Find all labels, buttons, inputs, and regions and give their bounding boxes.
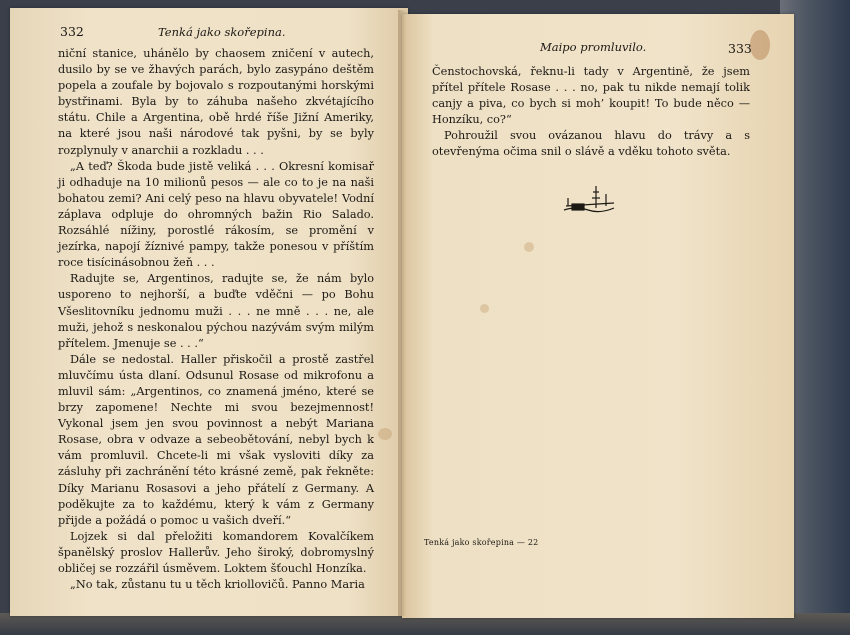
right-running-header: Maipo promluvilo. (540, 40, 647, 54)
paragraph: Radujte se, Argentinos, radujte se, že nám bylo usporeno to nejhorší, a buďte vděčni — po Bohu Všeslitovníku jednomu muži . . . ne mně . . . ne, ale muži, jehož s neskonalou pýchou nazývám svým milým přítelem. Jmenuje se . . .“ (58, 272, 374, 350)
left-running-header: Tenká jako skořepina. (158, 25, 286, 39)
paragraph: Dále se nedostal. Haller přiskočil a prostě zastřel mluvčímu ústa dlaní. Odsunul Rosase od mikrofonu a mluvil sám: „Argentinos, co znamená jméno, které se brzy zapomene! Nechte mi svou bezejmennost! Vykonal jsem jen svou povinnost a nebýt Mariana Rosase, obra v odvaze a sebeobětování, nebyl bych k vám promluvil. Chcete-li mi však vysloviti díky za zásluhy při zachránění této krásné země, pak řekněte: Díky Marianu Rosasovi a jeho přátelí z Germany. A poděkujte za to každému, který k vám z Germany přijde a požádá o pomoc u vašich dveří.“ (58, 352, 374, 527)
vignette-ornament-icon (562, 180, 618, 220)
paragraph: Pohroužil svou ovázanou hlavu do trávy a s otevřenýma očima snil o slávě a vděku tohoto světa. (432, 129, 750, 159)
book-gutter (398, 10, 412, 616)
left-page-number: 332 (60, 24, 84, 39)
left-page (10, 8, 408, 616)
paragraph: „No tak, zůstanu tu u těch kriollovičů. Panno Maria (70, 578, 365, 592)
paragraph: Čenstochovská, řeknu-li tady v Argentině, že jsem přítel přítele Rosase . . . no, pak tu nikde nemají tolik canjy a piva, co bych si moh’ koupit! To bude něco — Honzíku, co?“ (432, 65, 750, 127)
paper-stain (378, 428, 392, 440)
paragraph: niční stanice, uhánělo by chaosem zničení v autech, dusilo by se ve žhavých parách, bylo zasypáno deštěm popela a zoufale by bojovalo s rozpoutanými horskými bystřinami. Byla by to záhuba našeho zkvétajícího státu. Chile a Argentina, obě hrdé říše Jižní Ameriky, na které jsou naši národové tak pyšni, by se byly rozplynuly v anarchii a rozkladu . . . (58, 47, 374, 157)
paper-stain (480, 304, 489, 313)
left-page-body (58, 46, 374, 593)
right-page-footer: Tenká jako skořepina — 22 (424, 538, 539, 547)
paragraph: „A teď? Škoda bude jistě veliká . . . Okresní komisař ji odhaduje na 10 milionů pesos — ale co to je na naši bohatou zemi? Ani celý peso na hlavu obyvatele! Vodní záplava odpluje do ohromných bažin Rio Salado. Rozsáhlé nížiny, porostlé rákosím, se promění v jezírka, napojí žíznivé pampy, takže ponesou v příštím roce tisícinásobnou žeň . . . (58, 159, 374, 270)
right-page-body (432, 64, 750, 161)
right-page-number: 333 (728, 41, 752, 56)
right-page (402, 14, 794, 618)
paper-stain (524, 242, 534, 252)
paper-stain (750, 30, 770, 60)
paragraph: Lojzek si dal přeložiti komandorem Kovalčíkem španělský proslov Hallerův. Jeho široký, dobromyslný obličej se rozzářil úsměvem. Loktem šťouchl Honzíka. (58, 529, 374, 575)
